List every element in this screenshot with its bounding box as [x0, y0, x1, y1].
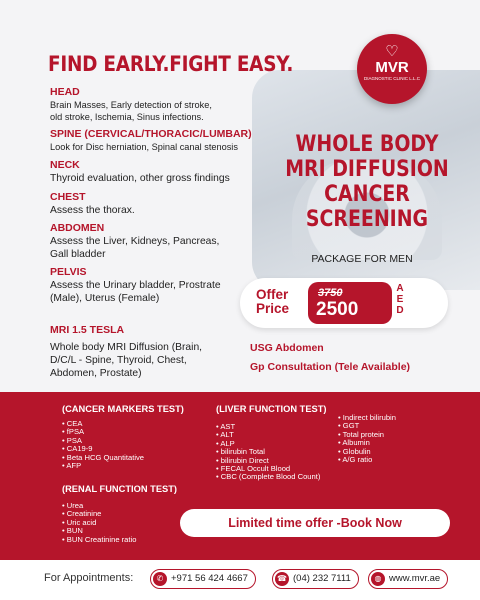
list-item: • ALT — [216, 431, 320, 439]
list-item: • BUN Creatinine ratio — [62, 536, 136, 544]
list-item: • bilirubin Direct — [216, 457, 320, 465]
phone-icon: ✆ — [153, 572, 167, 586]
website-url: www.mvr.ae — [389, 573, 441, 584]
globe-icon: ◍ — [371, 572, 385, 586]
offer-label-line: Offer — [256, 287, 289, 302]
old-price: 3750 — [318, 287, 343, 299]
list-item: • Albumin — [338, 439, 396, 447]
list-item: • AST — [216, 423, 320, 431]
tests-panel — [0, 392, 480, 560]
section-desc: Look for Disc herniation, Spinal canal stenosis — [50, 142, 238, 152]
list-item: • ALP — [216, 440, 320, 448]
book-now-button[interactable]: Limited time offer -Book Now — [180, 509, 450, 537]
list-item: • GGT — [338, 422, 396, 430]
list-item: • CEA — [62, 420, 144, 428]
section-spine — [50, 128, 255, 153]
section-desc: Whole body MRI Diffusion (Brain, — [50, 342, 203, 353]
section-title: HEAD — [50, 86, 80, 98]
section-desc: Abdomen, Prostate) — [50, 368, 142, 379]
extra-service: USG Abdomen — [250, 342, 324, 354]
website-link[interactable] — [368, 569, 448, 589]
section-title: ABDOMEN — [50, 222, 105, 234]
offer-label — [256, 288, 289, 316]
list-item: • bilirubin Total — [216, 448, 320, 456]
section-abdomen — [50, 222, 255, 261]
section-desc: Assess the Liver, Kidneys, Pancreas, — [50, 236, 220, 247]
section-mri — [50, 324, 255, 380]
list-item: • Total protein — [338, 431, 396, 439]
list-item: • Creatinine — [62, 510, 136, 518]
section-title: MRI 1.5 TESLA — [50, 324, 125, 336]
list-item: • AFP — [62, 462, 144, 470]
currency-letter: E — [396, 294, 404, 305]
heart-icon: ♡ — [385, 43, 399, 60]
appointments-label: For Appointments: — [44, 572, 134, 584]
telephone-icon: ☎ — [275, 572, 289, 586]
list-item: • BUN — [62, 527, 136, 535]
section-desc: Thyroid evaluation, other gross findings — [50, 173, 230, 184]
section-desc: old stroke, Ischemia, Sinus infections. — [50, 112, 204, 122]
section-desc: (Male), Uterus (Female) — [50, 293, 160, 304]
landline-number: (04) 232 7111 — [293, 573, 351, 584]
currency-label — [395, 283, 405, 316]
extra-service: Gp Consultation (Tele Available) — [250, 361, 411, 373]
renal-function-title: (RENAL FUNCTION TEST) — [62, 484, 177, 494]
liver-function-list — [216, 423, 320, 482]
package-title — [277, 132, 458, 232]
section-desc: Brain Masses, Early detection of stroke, — [50, 100, 212, 110]
section-title: CHEST — [50, 191, 86, 203]
list-item: • CBC (Complete Blood Count) — [216, 473, 320, 481]
section-pelvis — [50, 266, 255, 305]
list-item: • Globulin — [338, 448, 396, 456]
liver-function-title: (LIVER FUNCTION TEST) — [216, 404, 327, 414]
cancer-markers-list — [62, 420, 144, 470]
title-line: SCREENING — [305, 207, 429, 232]
package-subtitle: PACKAGE FOR MEN — [311, 253, 413, 265]
footer — [0, 560, 480, 600]
section-head — [50, 86, 255, 123]
section-title: NECK — [50, 159, 80, 171]
new-price: 2500 — [316, 299, 359, 320]
landline-phone-link[interactable] — [272, 569, 359, 589]
section-chest — [50, 191, 255, 217]
offer-label-line: Price — [256, 301, 290, 316]
clinic-logo — [357, 34, 427, 104]
section-desc: D/C/L - Spine, Thyroid, Chest, — [50, 355, 187, 366]
list-item: • PSA — [62, 437, 144, 445]
list-item: • Urea — [62, 502, 136, 510]
section-desc: Assess the Urinary bladder, Prostrate — [50, 280, 221, 291]
list-item: • FECAL Occult Blood — [216, 465, 320, 473]
section-neck — [50, 159, 255, 185]
mobile-number: +971 56 424 4667 — [171, 573, 248, 584]
liver-function-list-2 — [338, 414, 396, 464]
title-line: WHOLE BODY — [295, 132, 439, 157]
logo-name: MVR — [375, 59, 409, 76]
price-badge — [240, 278, 448, 328]
cancer-markers-title: (CANCER MARKERS TEST) — [62, 404, 184, 414]
title-line: MRI DIFFUSION — [285, 157, 449, 182]
list-item: • fPSA — [62, 428, 144, 436]
currency-letter: D — [396, 305, 404, 316]
mobile-phone-link[interactable] — [150, 569, 256, 589]
list-item: • Uric acid — [62, 519, 136, 527]
list-item: • A/G ratio — [338, 456, 396, 464]
list-item: • Beta HCG Quantitative — [62, 454, 144, 462]
price-box — [308, 282, 392, 324]
renal-function-list — [62, 502, 136, 544]
section-title: PELVIS — [50, 266, 87, 278]
logo-subtitle: DIAGNOSTIC CLINIC L.L.C — [363, 76, 420, 81]
headline: FIND EARLY.FIGHT EASY. — [48, 52, 294, 76]
title-line: CANCER — [324, 182, 410, 207]
section-desc: Assess the thorax. — [50, 205, 135, 216]
list-item: • CA19-9 — [62, 445, 144, 453]
list-item: • Indirect bilirubin — [338, 414, 396, 422]
currency-letter: A — [396, 283, 404, 294]
section-desc: Gall bladder — [50, 249, 106, 260]
section-title: SPINE (CERVICAL/THORACIC/LUMBAR) — [50, 128, 252, 140]
